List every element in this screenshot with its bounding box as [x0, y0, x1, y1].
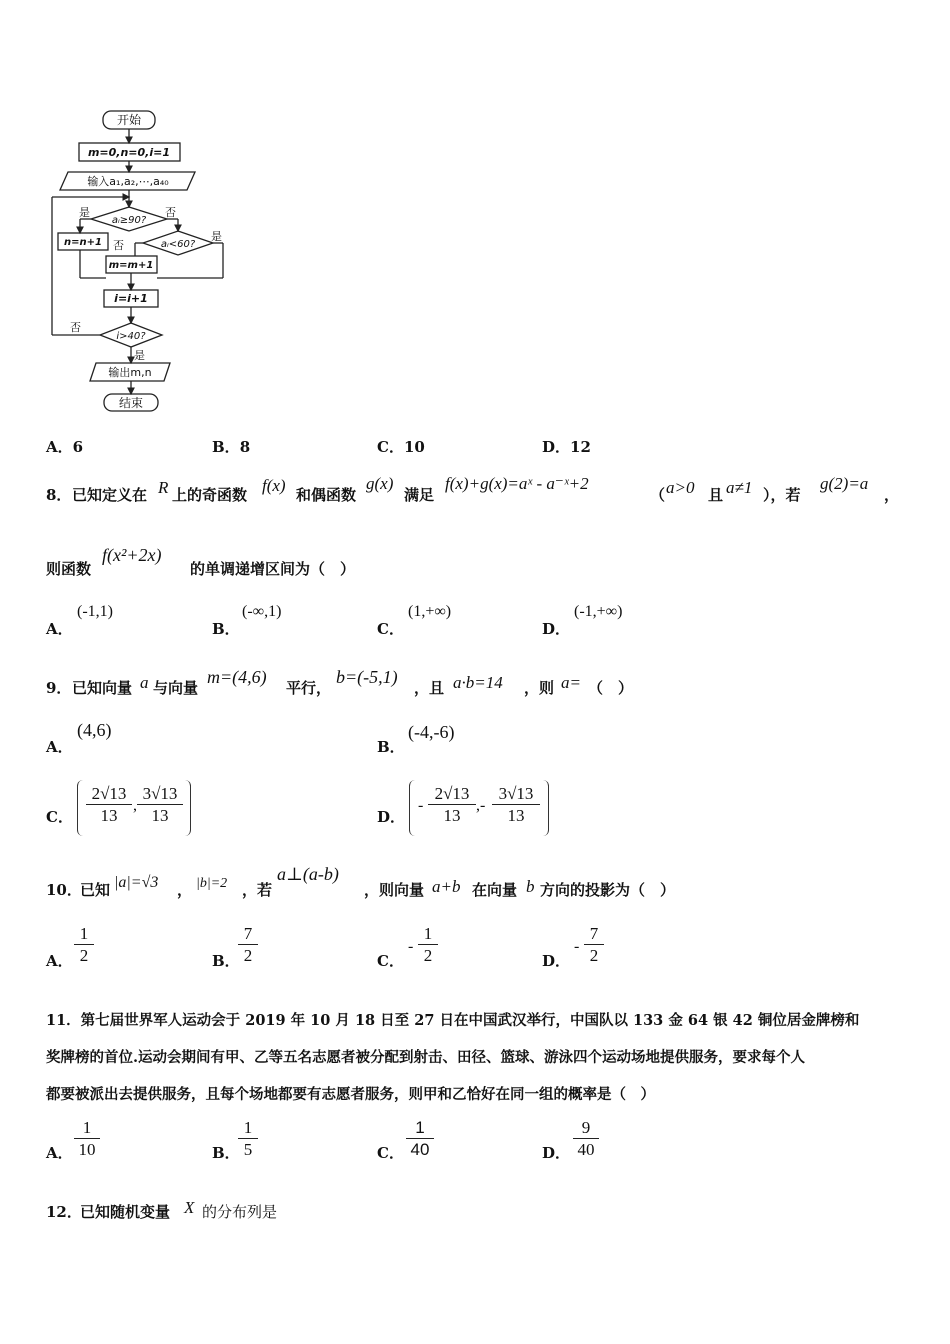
q10-option-a-label[interactable]: A． [46, 952, 73, 970]
q9-text-4: ，且 [414, 679, 445, 697]
q8-option-b-label[interactable]: B． [212, 620, 240, 638]
q9-number: 9． [46, 679, 72, 697]
q8-equation: f(x)+g(x)=aˣ - a⁻ˣ+2 [445, 474, 589, 493]
q10-text-4: ，则向量 [364, 881, 425, 899]
q9-option-d-frac1: $\frac{2√13}{13}$ [428, 784, 476, 827]
flowchart-output-text: 输出m,n [108, 366, 152, 379]
q11-option-c-frac[interactable]: $\frac{1}{40}$ [406, 1118, 434, 1161]
q10-option-d-sign: - [574, 938, 580, 955]
q8-text-8: ， [884, 486, 900, 504]
q9-option-b-value[interactable]: (-4,-6) [408, 722, 455, 742]
q10-perp: a⊥(a-b) [277, 864, 339, 884]
q10-text-5: 在向量 [472, 881, 518, 899]
q12-text-1: 已知随机变量 [80, 1203, 171, 1221]
q9-a-equals: a= [561, 673, 581, 692]
q10-text-6: 方向的投影为（ ） [540, 881, 676, 899]
flowchart-start-text: 开始 [116, 113, 142, 127]
q11-option-a-label[interactable]: A． [46, 1144, 73, 1162]
q8-R: R [158, 478, 169, 497]
q9-option-a-label[interactable]: A． [46, 738, 73, 756]
q10-text-3: ，若 [242, 881, 273, 899]
q8-text-2: 上的奇函数 [172, 486, 248, 504]
q11-option-a-frac[interactable]: $\frac{1}{10}$ [74, 1118, 100, 1161]
q8-text-1: 已知定义在 [72, 486, 148, 504]
q10-option-b-frac[interactable]: $\frac{7}{2}$ [238, 924, 258, 967]
q10-option-a-frac[interactable]: $\frac{1}{2}$ [74, 924, 94, 967]
q8-composite: f(x²+2x) [102, 545, 162, 565]
q10-abs-b: |b|=2 [196, 876, 228, 891]
q11-option-c-label[interactable]: C． [377, 1144, 404, 1162]
q10-text-1: 已知 [80, 881, 111, 899]
q8-option-d-value[interactable]: (-1,+∞) [574, 603, 623, 620]
q9-a: a [140, 673, 149, 692]
flowchart-no2-text: 否 [113, 239, 124, 252]
flowchart-no1-text: 否 [165, 206, 176, 219]
q8-option-a-label[interactable]: A． [46, 620, 73, 638]
q11-line-1: 11．第七届世界军人运动会于 2019 年 10 月 18 日至 27 日在中国武汉举行，中国队以 133 金 64 银 42 铜位居金牌榜和 [46, 1012, 860, 1029]
q11-option-b-frac[interactable]: $\frac{1}{5}$ [238, 1118, 258, 1161]
flowchart-cond1-text: aᵢ≥90? [111, 215, 147, 226]
q9-text-5: ，则 [524, 679, 555, 697]
q11-line-2: 奖牌榜的首位.运动会期间有甲、乙等五名志愿者被分配到射击、田径、篮球、游泳四个运动场地提供服务，要求每个人 [46, 1049, 806, 1066]
q8-text-6: 且 [708, 486, 724, 504]
q12-text-2: 的分布列是 [202, 1203, 278, 1221]
q9-text-3: 平行， [286, 679, 332, 697]
q10-b: b [526, 877, 535, 896]
q8-option-c-value[interactable]: (1,+∞) [408, 603, 452, 620]
q8-line2-a: 则函数 [46, 560, 92, 578]
q9-option-a-value[interactable]: (4,6) [77, 720, 112, 740]
flowchart-end-text: 结束 [118, 396, 144, 410]
q9-dot-product: a·b=14 [453, 673, 503, 692]
q10-a-plus-b: a+b [432, 877, 461, 896]
q8-option-d-label[interactable]: D． [542, 620, 571, 638]
q9-option-d-label[interactable]: D． [377, 808, 406, 826]
q9-option-d-frac2: $\frac{3√13}{13}$ [492, 784, 540, 827]
q8-text-7: ），若 [763, 486, 801, 504]
q8-gx: g(x) [366, 474, 394, 493]
q8-number: 8． [46, 486, 72, 504]
q9-text-6: （ ） [588, 679, 634, 697]
q9-option-d-sign1: - [418, 797, 424, 814]
flowchart-cond2-text: aᵢ<60? [160, 239, 196, 250]
q8-cond-a-neq-1: a≠1 [726, 478, 753, 497]
flowchart-inc-n-text: n=n+1 [64, 237, 102, 248]
q12-X: X [184, 1198, 195, 1217]
q8-cond-a-positive: a>0 [666, 478, 695, 497]
q8-fx: f(x) [262, 476, 286, 495]
q9-text-1: 已知向量 [72, 679, 133, 697]
q11-option-d-label[interactable]: D． [542, 1144, 571, 1162]
flowchart-init-text: m=0,n=0,i=1 [87, 146, 171, 159]
q7-option-b[interactable]: B．8 [212, 438, 251, 456]
q8-text-4: 满足 [404, 486, 435, 504]
q8-option-c-label[interactable]: C． [377, 620, 404, 638]
flowchart-input-text: 输入a₁,a₂,⋯,a₄₀ [87, 175, 169, 188]
q9-option-b-label[interactable]: B． [377, 738, 405, 756]
q9-option-c-frac1: $\frac{2√13}{13}$ [86, 784, 132, 827]
q10-number: 10． [46, 881, 82, 899]
q10-option-c-frac[interactable]: $\frac{1}{2}$ [418, 924, 438, 967]
q10-abs-a: |a|=√3 [114, 874, 159, 891]
q10-option-c-label[interactable]: C． [377, 952, 404, 970]
flowchart-yes2-text: 是 [211, 230, 222, 243]
q9-option-d-sign2: ,- [476, 797, 486, 814]
q11-option-b-label[interactable]: B． [212, 1144, 240, 1162]
q11-option-d-frac[interactable]: $\frac{9}{40}$ [573, 1118, 599, 1161]
q8-g2: g(2)=a [820, 474, 869, 493]
q10-text-2: ， [177, 881, 193, 899]
q8-text-5: （ [650, 486, 666, 504]
flowchart-cond3-text: i>40? [116, 331, 146, 342]
q10-option-c-sign: - [408, 938, 414, 955]
flowchart-no3-text: 否 [70, 321, 81, 334]
q9-text-2: 与向量 [153, 679, 199, 697]
flowchart-yes3-text: 是 [134, 349, 145, 362]
flowchart [40, 105, 240, 420]
q10-option-d-frac[interactable]: $\frac{7}{2}$ [584, 924, 604, 967]
q11-line-3: 都要被派出去提供服务，且每个场地都要有志愿者服务，则甲和乙恰好在同一组的概率是（ ） [46, 1086, 655, 1103]
q9-option-c-label[interactable]: C． [46, 808, 73, 826]
flowchart-yes1-text: 是 [79, 206, 90, 219]
q7-option-c[interactable]: C．10 [377, 438, 425, 456]
q8-line2-b: 的单调递增区间为（ ） [190, 560, 356, 578]
q8-text-3: 和偶函数 [296, 486, 357, 504]
q7-option-a[interactable]: A．6 [46, 438, 84, 456]
q8-option-a-value[interactable]: (-1,1) [77, 603, 113, 620]
q8-option-b-value[interactable]: (-∞,1) [242, 603, 282, 620]
q9-option-c-comma: , [133, 797, 137, 814]
flowchart-inc-m-text: m=m+1 [108, 260, 154, 271]
q12-number: 12． [46, 1203, 82, 1221]
q7-option-d[interactable]: D．12 [542, 438, 591, 456]
flowchart-inc-i-text: i=i+1 [114, 292, 148, 305]
q9-b-vector: b=(-5,1) [336, 667, 398, 687]
q9-m-vector: m=(4,6) [207, 667, 267, 687]
q10-option-d-label[interactable]: D． [542, 952, 571, 970]
q10-option-b-label[interactable]: B． [212, 952, 240, 970]
q9-option-c-frac2: $\frac{3√13}{13}$ [137, 784, 183, 827]
